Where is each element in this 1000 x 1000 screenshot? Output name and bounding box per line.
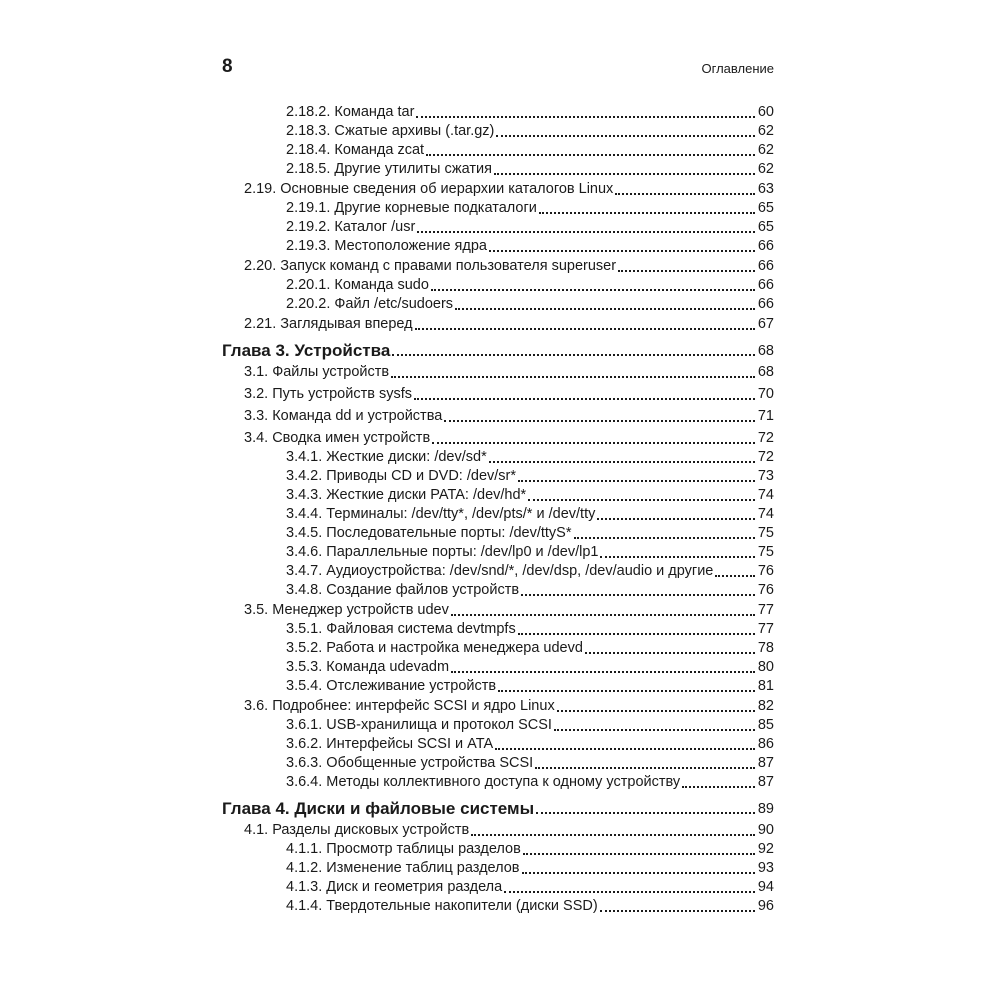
dot-leader — [451, 612, 755, 616]
toc-page-number: 66 — [757, 296, 774, 312]
toc-subsection — [222, 141, 774, 160]
toc-entry-title: 2.20.1. Команда sudo — [286, 277, 429, 293]
toc-page-number: 87 — [757, 774, 774, 790]
page-number: 8 — [222, 56, 233, 77]
dot-leader — [392, 352, 755, 356]
toc-entry-title: 2.19.3. Местоположение ядра — [286, 238, 487, 254]
toc-page-number: 89 — [757, 801, 774, 817]
dot-leader — [554, 727, 755, 731]
toc-section — [222, 363, 774, 382]
dot-leader — [682, 784, 755, 788]
toc-entry-title: 3.1. Файлы устройств — [244, 364, 390, 380]
dot-leader — [557, 708, 755, 712]
dot-leader — [489, 459, 755, 463]
dot-leader — [426, 152, 755, 156]
toc-page-number: 76 — [757, 582, 774, 598]
toc-page-number: 94 — [757, 879, 774, 895]
toc-subsection — [222, 658, 774, 677]
dot-leader — [536, 810, 755, 814]
toc-subsection — [222, 218, 774, 237]
table-of-contents — [222, 103, 774, 916]
toc-entry-title: 4.1. Разделы дисковых устройств — [244, 822, 470, 838]
toc-page-number: 73 — [757, 468, 774, 484]
toc-page-number: 92 — [757, 841, 774, 857]
toc-section — [222, 385, 774, 404]
toc-entry-title: 3.5.3. Команда udevadm — [286, 659, 450, 675]
toc-section — [222, 180, 774, 199]
toc-page-number: 85 — [757, 717, 774, 733]
dot-leader — [451, 669, 755, 673]
toc-page-number: 87 — [757, 755, 774, 771]
toc-page-number: 76 — [757, 563, 774, 579]
toc-page-number: 65 — [757, 219, 774, 235]
toc-subsection — [222, 878, 774, 897]
toc-subsection — [222, 237, 774, 256]
dot-leader — [539, 210, 755, 214]
dot-leader — [618, 268, 755, 272]
running-header: Оглавление — [701, 61, 774, 76]
toc-subsection — [222, 897, 774, 916]
toc-entry-title: 3.6.1. USB-хранилища и протокол SCSI — [286, 717, 552, 733]
toc-page-number: 60 — [757, 104, 774, 120]
toc-subsection — [222, 639, 774, 658]
toc-entry-title: 3.5.4. Отслеживание устройств — [286, 678, 497, 694]
dot-leader — [522, 870, 755, 874]
toc-entry-title: 3.4.5. Последовательные порты: /dev/ttyS* — [286, 525, 572, 541]
dot-leader — [535, 765, 755, 769]
toc-section — [222, 821, 774, 840]
toc-chapter — [222, 798, 774, 820]
toc-section — [222, 257, 774, 276]
toc-entry-title: 3.4. Сводка имен устройств — [244, 430, 431, 446]
toc-subsection — [222, 467, 774, 486]
toc-entry-title: 3.6.4. Методы коллективного доступа к одному устройству — [286, 774, 681, 790]
dot-leader — [600, 554, 755, 558]
dot-leader — [415, 326, 755, 330]
toc-subsection — [222, 295, 774, 314]
dot-leader — [504, 889, 755, 893]
toc-page-number: 71 — [757, 408, 774, 424]
toc-subsection — [222, 524, 774, 543]
dot-leader — [417, 229, 755, 233]
dot-leader — [518, 631, 755, 635]
dot-leader — [455, 306, 755, 310]
toc-entry-title: 4.1.2. Изменение таблиц разделов — [286, 860, 520, 876]
toc-entry-title: 2.21. Заглядывая вперед — [244, 316, 413, 332]
toc-entry-title: 3.6.3. Обобщенные устройства SCSI — [286, 755, 534, 771]
toc-entry-title: 2.20. Запуск команд с правами пользователя superuser — [244, 258, 617, 274]
toc-entry-title: 2.18.5. Другие утилиты сжатия — [286, 161, 492, 177]
dot-leader — [416, 114, 755, 118]
toc-section — [222, 601, 774, 620]
toc-entry-title: 2.19. Основные сведения об иерархии каталогов Linux — [244, 181, 614, 197]
toc-entry-title: 3.4.1. Жесткие диски: /dev/sd* — [286, 449, 487, 465]
toc-page-number: 74 — [757, 487, 774, 503]
toc-subsection — [222, 543, 774, 562]
toc-entry-title: 4.1.4. Твердотельные накопители (диски SSD) — [286, 898, 598, 914]
toc-entry-title: 2.19.2. Каталог /usr — [286, 219, 416, 235]
toc-page-number: 70 — [757, 386, 774, 402]
dot-leader — [715, 573, 755, 577]
toc-subsection — [222, 581, 774, 600]
toc-section — [222, 315, 774, 334]
toc-entry-title: 3.4.8. Создание файлов устройств — [286, 582, 520, 598]
toc-entry-title: 3.6. Подробнее: интерфейс SCSI и ядро Linux — [244, 698, 555, 714]
toc-subsection — [222, 486, 774, 505]
dot-leader — [498, 688, 755, 692]
toc-entry-title: 3.4.2. Приводы CD и DVD: /dev/sr* — [286, 468, 517, 484]
dot-leader — [414, 396, 755, 400]
toc-page-number: 62 — [757, 142, 774, 158]
dot-leader — [489, 248, 755, 252]
toc-entry-title: 2.18.2. Команда tar — [286, 104, 415, 120]
toc-page-number: 66 — [757, 238, 774, 254]
toc-page-number: 78 — [757, 640, 774, 656]
toc-entry-title: Глава 3. Устройства — [222, 341, 391, 360]
toc-page-number: 63 — [757, 181, 774, 197]
toc-entry-title: 2.18.4. Команда zcat — [286, 142, 425, 158]
toc-subsection — [222, 754, 774, 773]
toc-page-number: 75 — [757, 525, 774, 541]
dot-leader — [523, 851, 755, 855]
toc-entry-title: 3.3. Команда dd и устройства — [244, 408, 443, 424]
toc-entry-title: 3.4.3. Жесткие диски PATA: /dev/hd* — [286, 487, 527, 503]
toc-subsection — [222, 840, 774, 859]
dot-leader — [432, 440, 755, 444]
toc-subsection — [222, 620, 774, 639]
toc-subsection — [222, 735, 774, 754]
toc-entry-title: 4.1.3. Диск и геометрия раздела — [286, 879, 503, 895]
toc-page-number: 72 — [757, 430, 774, 446]
toc-page-number: 68 — [757, 364, 774, 380]
toc-entry-title: 4.1.1. Просмотр таблицы разделов — [286, 841, 521, 857]
toc-page-number: 75 — [757, 544, 774, 560]
toc-section — [222, 429, 774, 448]
toc-entry-title: 3.2. Путь устройств sysfs — [244, 386, 412, 402]
toc-page-number: 77 — [757, 621, 774, 637]
toc-subsection — [222, 677, 774, 696]
toc-subsection — [222, 276, 774, 295]
toc-page-number: 96 — [757, 898, 774, 914]
dot-leader — [494, 171, 755, 175]
dot-leader — [496, 133, 755, 137]
toc-page-number: 67 — [757, 316, 774, 332]
toc-page-number: 72 — [757, 449, 774, 465]
toc-section — [222, 697, 774, 716]
toc-page-number: 86 — [757, 736, 774, 752]
toc-subsection — [222, 160, 774, 179]
toc-subsection — [222, 859, 774, 878]
toc-page-number: 74 — [757, 506, 774, 522]
toc-page-number: 90 — [757, 822, 774, 838]
dot-leader — [471, 832, 755, 836]
toc-entry-title: 3.5.2. Работа и настройка менеджера udevd — [286, 640, 583, 656]
toc-entry-title: 2.18.3. Сжатые архивы (.tar.gz) — [286, 123, 495, 139]
toc-entry-title: 3.4.4. Терминалы: /dev/tty*, /dev/pts/* и /dev/tty — [286, 506, 596, 522]
toc-subsection — [222, 716, 774, 735]
dot-leader — [600, 908, 755, 912]
dot-leader — [597, 516, 755, 520]
toc-subsection — [222, 562, 774, 581]
toc-chapter — [222, 340, 774, 362]
toc-page-number: 81 — [757, 678, 774, 694]
dot-leader — [574, 535, 756, 539]
toc-page-number: 62 — [757, 161, 774, 177]
dot-leader — [521, 592, 755, 596]
toc-page-number: 77 — [757, 602, 774, 618]
toc-page-number: 66 — [757, 277, 774, 293]
dot-leader — [528, 497, 755, 501]
toc-entry-title: 2.20.2. Файл /etc/sudoers — [286, 296, 454, 312]
toc-page-number: 80 — [757, 659, 774, 675]
toc-page-number: 65 — [757, 200, 774, 216]
toc-entry-title: 3.6.2. Интерфейсы SCSI и ATA — [286, 736, 494, 752]
toc-entry-title: 3.4.7. Аудиоустройства: /dev/snd/*, /dev/dsp, /dev/audio и другие — [286, 563, 714, 579]
toc-subsection — [222, 122, 774, 141]
toc-entry-title: 3.5.1. Файловая система devtmpfs — [286, 621, 516, 637]
dot-leader — [518, 478, 755, 482]
toc-subsection — [222, 103, 774, 122]
dot-leader — [495, 746, 755, 750]
toc-subsection — [222, 773, 774, 792]
toc-page-number: 68 — [757, 343, 774, 359]
toc-section — [222, 407, 774, 426]
toc-subsection — [222, 199, 774, 218]
toc-entry-title: 2.19.1. Другие корневые подкаталоги — [286, 200, 537, 216]
toc-entry-title: Глава 4. Диски и файловые системы — [222, 799, 535, 818]
dot-leader — [431, 287, 755, 291]
toc-page-number: 62 — [757, 123, 774, 139]
toc-entry-title: 3.4.6. Параллельные порты: /dev/lp0 и /dev/lp1 — [286, 544, 599, 560]
dot-leader — [585, 650, 755, 654]
dot-leader — [391, 374, 755, 378]
dot-leader — [444, 418, 755, 422]
toc-subsection — [222, 505, 774, 524]
toc-subsection — [222, 448, 774, 467]
toc-page-number: 82 — [757, 698, 774, 714]
toc-page-number: 66 — [757, 258, 774, 274]
toc-page-number: 93 — [757, 860, 774, 876]
dot-leader — [615, 191, 755, 195]
toc-entry-title: 3.5. Менеджер устройств udev — [244, 602, 449, 618]
